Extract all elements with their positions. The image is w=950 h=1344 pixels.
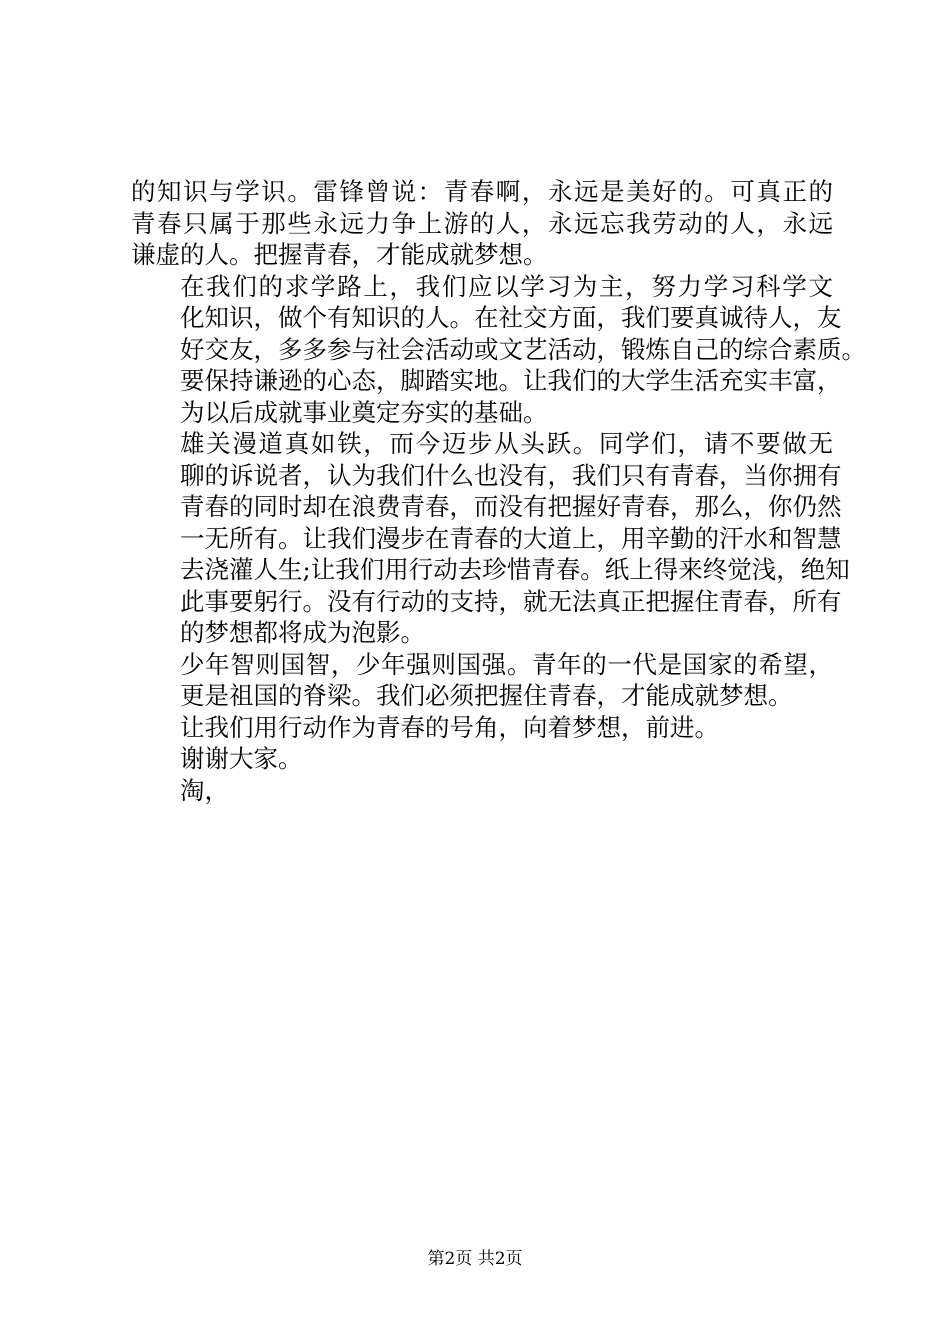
- text-line: 的梦想都将成为泡影。: [180, 618, 425, 647]
- paragraph: [131, 649, 833, 712]
- text-line: 化知识，做个有知识的人。在社交方面，我们要真诚待人，友: [180, 303, 842, 332]
- text-line: 让我们用行动作为青春的号角，向着梦想，前进。: [180, 712, 719, 742]
- paragraph: [131, 743, 833, 775]
- paragraph: [131, 712, 833, 744]
- text-line: 雄关漫道真如铁，而今迈步从头跃。同学们，请不要做无: [180, 429, 833, 458]
- text-line: 的知识与学识。雷锋曾说：青春啊，永远是美好的。可真正的: [131, 177, 833, 206]
- paragraph: [131, 775, 833, 807]
- paragraph: [131, 176, 833, 271]
- text-line: 青春只属于那些永远力争上游的人，永远忘我劳动的人，永远: [131, 208, 833, 238]
- document-body: [131, 176, 866, 806]
- text-line: 聊的诉说者，认为我们什么也没有，我们只有青春，当你拥有: [180, 460, 842, 490]
- paragraph: [131, 271, 866, 429]
- text-line: 要保持谦逊的心态，脚踏实地。让我们的大学生活充实丰富，: [180, 366, 842, 395]
- text-line: 此事要躬行。没有行动的支持，就无法真正把握住青春，所有: [180, 586, 842, 616]
- text-line: 更是祖国的脊梁。我们必须把握住青春，才能成就梦想。: [180, 681, 793, 710]
- text-line: 在我们的求学路上，我们应以学习为主，努力学习科学文: [180, 271, 833, 301]
- text-line: 为以后成就事业奠定夯实的基础。: [180, 397, 548, 427]
- text-line: 少年智则国智，少年强则国强。青年的一代是国家的希望，: [180, 649, 833, 679]
- page-footer: 第2页 共2页: [427, 1249, 523, 1269]
- text-line: 淘，: [180, 775, 229, 805]
- text-line: 青春的同时却在浪费青春，而没有把握好青春，那么，你仍然: [180, 492, 842, 521]
- paragraph: [131, 428, 850, 649]
- text-line: 去浇灌人生;让我们用行动去珍惜青春。纸上得来终觉浅，绝知: [180, 555, 850, 584]
- text-line: 好交友，多多参与社会活动或文艺活动，锻炼自己的综合素质。: [180, 334, 866, 364]
- text-line: 谦虚的人。把握青春，才能成就梦想。: [131, 240, 548, 269]
- text-line: 一无所有。让我们漫步在青春的大道上，用辛勤的汗水和智慧: [180, 523, 842, 553]
- text-line: 谢谢大家。: [180, 744, 303, 773]
